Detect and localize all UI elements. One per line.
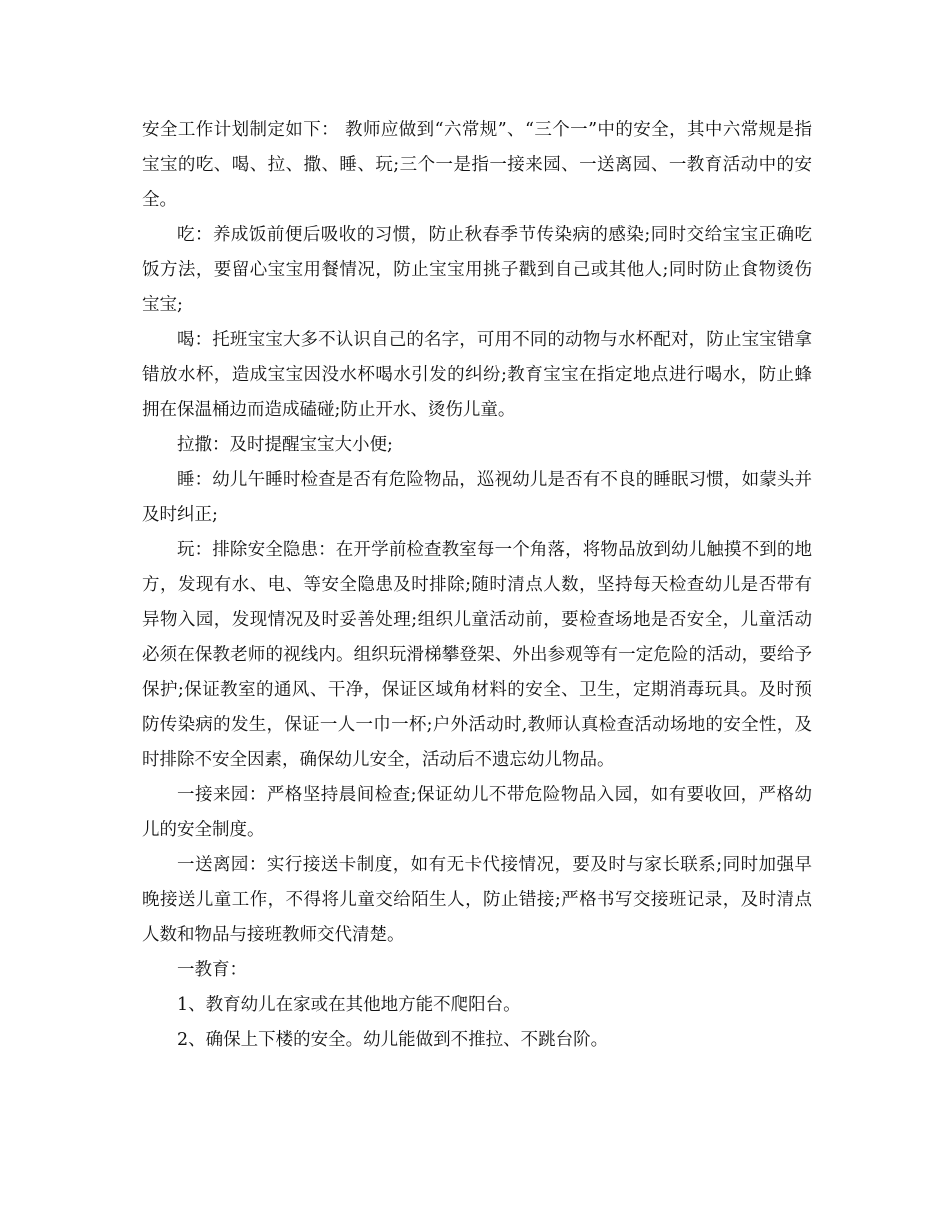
departure-paragraph: 一送离园：实行接送卡制度，如有无卡代接情况，要及时与家长联系;同时加强早晚接送儿童工作，不得将儿童交给陌生人，防止错接;严格书写交接班记录，及时清点人数和物品与接班教师交代清楚。 bbox=[142, 855, 812, 945]
document-body bbox=[142, 113, 812, 1058]
intro-paragraph: 安全工作计划制定如下： 教师应做到“六常规”、“三个一”中的安全，其中六常规是指宝宝的吃、喝、拉、撒、睡、玩;三个一是指一接来园、一送离园、一教育活动中的安全。 bbox=[142, 120, 812, 210]
arrival-paragraph: 一接来园：严格坚持晨间检查;保证幼儿不带危险物品入园，如有要收回，严格幼儿的安全制度。 bbox=[142, 785, 812, 840]
sleeping-paragraph: 睡：幼儿午睡时检查是否有危险物品，巡视幼儿是否有不良的睡眠习惯，如蒙头并及时纠正; bbox=[142, 470, 812, 525]
education-item-2: 2、确保上下楼的安全。幼儿能做到不推拉、不跳台阶。 bbox=[177, 1030, 609, 1050]
playing-paragraph: 玩：排除安全隐患：在开学前检查教室每一个角落，将物品放到幼儿触摸不到的地方，发现有水、电、等安全隐患及时排除;随时清点人数，坚持每天检查幼儿是否带有异物入园，发现情况及时妥善处理;组织儿童活动前，要检查场地是否安全，儿童活动必须在保教老师的视线内。组织玩滑梯攀登架、外出参观等有一定危险的活动，要给予保护;保证教室的通风、干净，保证区域角材料的安全、卫生，定期消毒玩具。及时预防传染病的发生，保证一人一巾一杯;户外活动时,教师认真检查活动场地的安全性，及时排除不安全因素，确保幼儿安全，活动后不遗忘幼儿物品。 bbox=[142, 540, 812, 770]
education-item-1: 1、教育幼儿在家或在其他地方能不爬阳台。 bbox=[177, 995, 521, 1015]
education-heading: 一教育： bbox=[177, 960, 247, 980]
drinking-paragraph: 喝：托班宝宝大多不认识自己的名字，可用不同的动物与水杯配对，防止宝宝错拿错放水杯，造成宝宝因没水杯喝水引发的纠纷;教育宝宝在指定地点进行喝水，防止蜂拥在保温桶边而造成磕碰;防止开水、烫伤儿童。 bbox=[142, 330, 812, 420]
eating-paragraph: 吃：养成饭前便后吸收的习惯，防止秋春季节传染病的感染;同时交给宝宝正确吃饭方法，要留心宝宝用餐情况，防止宝宝用挑子戳到自己或其他人;同时防止食物烫伤宝宝; bbox=[142, 225, 812, 315]
toileting-paragraph: 拉撒：及时提醒宝宝大小便; bbox=[177, 435, 393, 455]
